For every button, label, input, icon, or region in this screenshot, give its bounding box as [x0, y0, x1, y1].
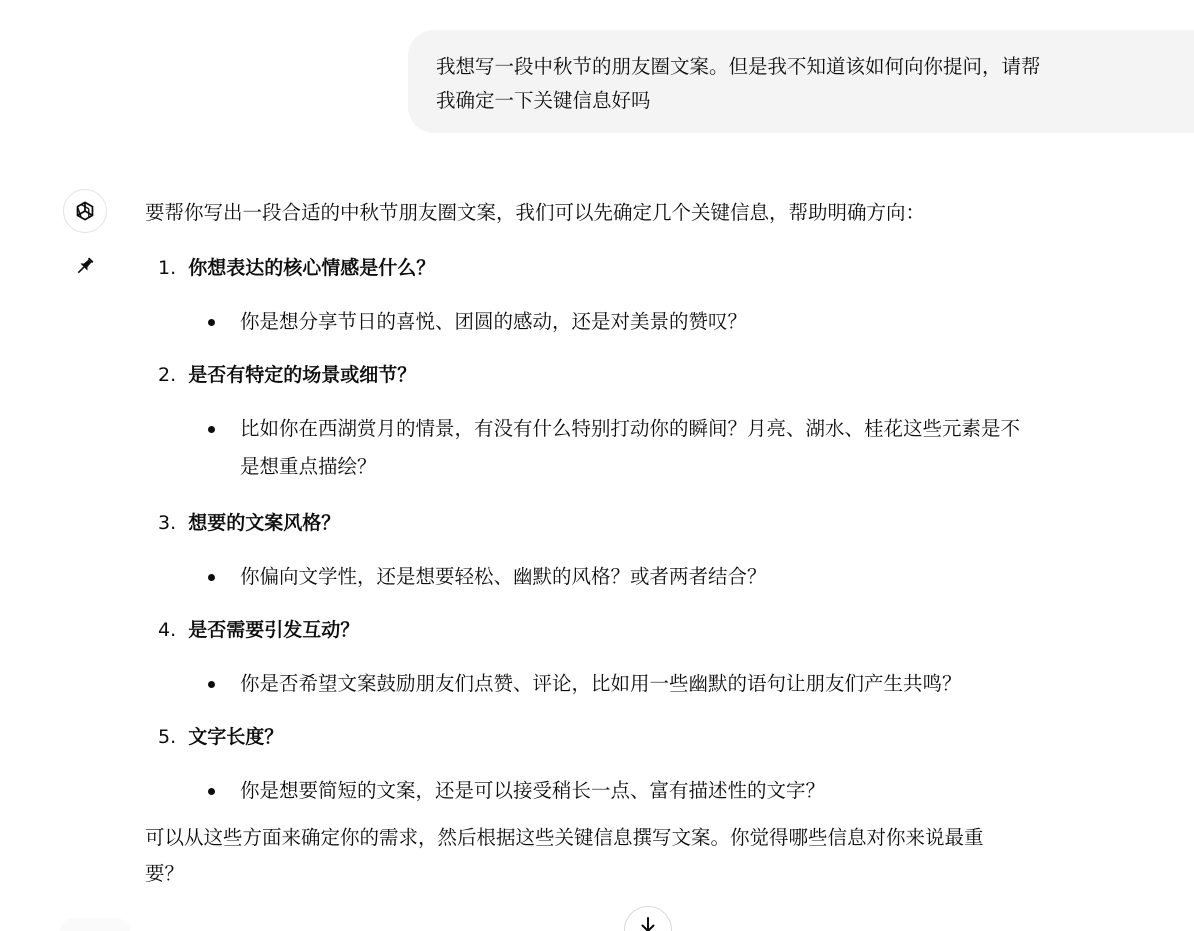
bullet-dot: [208, 574, 215, 581]
question-number: 4.: [158, 619, 177, 641]
user-message-line-1: 我想写一段中秋节的朋友圈文案。但是我不知道该如何向你提问，请帮: [436, 55, 1041, 78]
question-item-1: [158, 252, 435, 284]
assistant-closing: [145, 820, 984, 892]
question-title: 你想表达的核心情感是什么？: [188, 257, 436, 279]
question-number: 1.: [158, 257, 177, 279]
question-title: 文字长度？: [188, 726, 284, 748]
bullet-dot: [208, 681, 215, 688]
bullet-dot: [208, 788, 215, 795]
composer-edge: [60, 918, 130, 931]
user-message-line-2: 我确定一下关键信息好吗: [436, 89, 651, 112]
bullet-text: 你是想要简短的文案，还是可以接受稍长一点、富有描述性的文字？: [240, 779, 826, 802]
question-item-2: [158, 359, 416, 391]
openai-logo-icon: [72, 198, 98, 224]
question-item-3: [158, 507, 340, 539]
bullet-text: 你是想分享节日的喜悦、团圆的感动，还是对美景的赞叹？: [240, 310, 748, 333]
assistant-avatar: [63, 189, 107, 233]
bullet-text: 比如你在西湖赏月的情景，有没有什么特别打动你的瞬间？月亮、湖水、桂花这些元素是不: [240, 417, 1021, 440]
closing-line-1: 可以从这些方面来确定你的需求，然后根据这些关键信息撰写文案。你觉得哪些信息对你来说最重: [145, 826, 984, 849]
bullet-text: 你是否希望文案鼓励朋友们点赞、评论，比如用一些幽默的语句让朋友们产生共鸣？: [240, 672, 962, 695]
closing-line-2: 要？: [145, 862, 185, 885]
question-number: 5.: [158, 726, 177, 748]
bullet-dot: [208, 426, 215, 433]
question-title: 想要的文案风格？: [188, 512, 341, 534]
question-item-5: [158, 721, 283, 753]
question-title: 是否有特定的场景或细节？: [188, 364, 417, 386]
arrow-down-icon: [638, 915, 658, 931]
bullet-text: 你偏向文学性，还是想要轻松、幽默的风格？或者两者结合？: [240, 565, 767, 588]
question-number: 3.: [158, 512, 177, 534]
question-number: 2.: [158, 364, 177, 386]
assistant-intro: 要帮你写出一段合适的中秋节朋友圈文案，我们可以先确定几个关键信息，帮助明确方向：: [145, 201, 926, 224]
bullet-text: 是想重点描绘？: [240, 455, 377, 478]
bullet-dot: [208, 319, 215, 326]
question-title: 是否需要引发互动？: [188, 619, 360, 641]
pin-icon[interactable]: [73, 254, 97, 278]
scroll-to-bottom-button[interactable]: [624, 906, 672, 931]
user-message-bubble: [408, 30, 1194, 133]
question-item-4: [158, 614, 359, 646]
